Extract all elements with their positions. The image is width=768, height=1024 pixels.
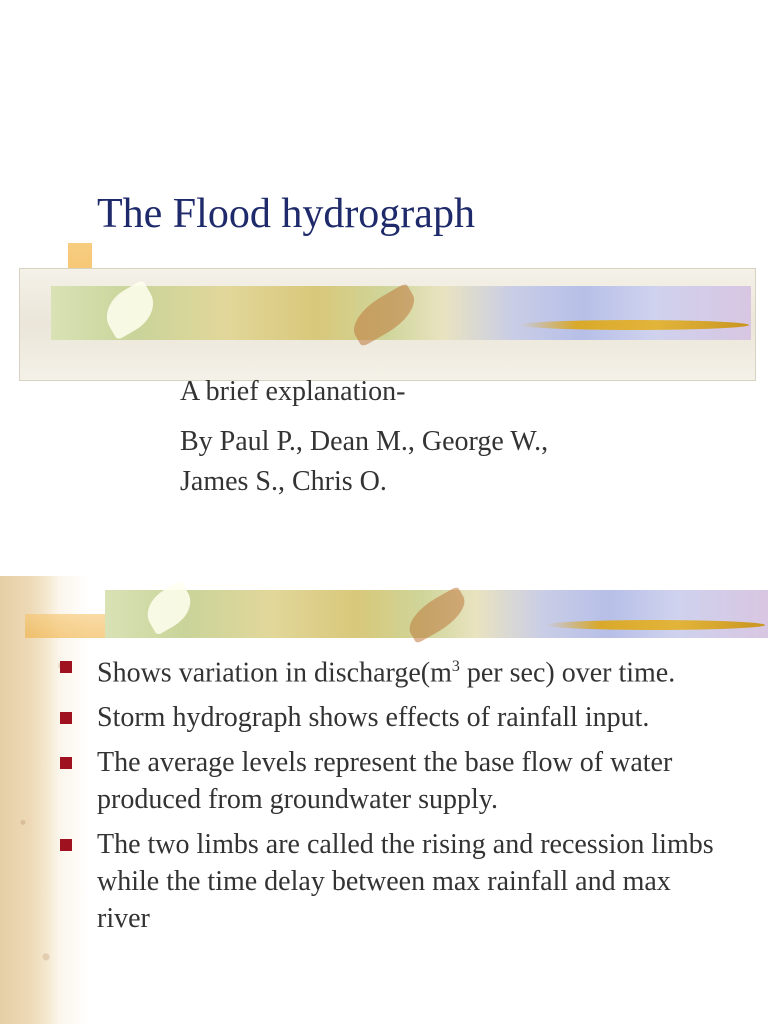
bullet-item (60, 826, 720, 937)
bullet-text: The average levels represent the base flow of water produced from groundwater supply. (97, 747, 673, 816)
content-slide (0, 576, 768, 1024)
bullet-text: Shows variation in discharge(m (97, 657, 452, 689)
bullet-text-cont: per sec) over time. (459, 657, 676, 689)
decorative-banner (105, 576, 768, 646)
golden-ribbon-decoration (519, 320, 749, 330)
square-bullet-icon (60, 712, 72, 724)
square-bullet-icon (60, 839, 72, 851)
subtitle-line: By Paul P., Dean M., George W., (180, 426, 549, 457)
bullet-text: Storm hydrograph shows effects of rainfall input. (97, 702, 650, 734)
slide-title: The Flood hydrograph (97, 191, 475, 237)
square-bullet-icon (60, 661, 72, 673)
bullet-item (60, 699, 720, 736)
bullet-list (60, 648, 720, 945)
bullet-item (60, 744, 720, 818)
golden-ribbon-decoration (545, 620, 765, 630)
decorative-banner (19, 268, 756, 381)
subtitle-line: A brief explanation- (180, 376, 406, 407)
square-bullet-icon (60, 757, 72, 769)
subtitle-line: James S., Chris O. (180, 466, 387, 497)
bullet-item (60, 648, 720, 691)
superscript: 3 (451, 658, 460, 675)
bullet-text: The two limbs are called the rising and recession limbs while the time delay between max rainfall and max river (97, 829, 714, 935)
